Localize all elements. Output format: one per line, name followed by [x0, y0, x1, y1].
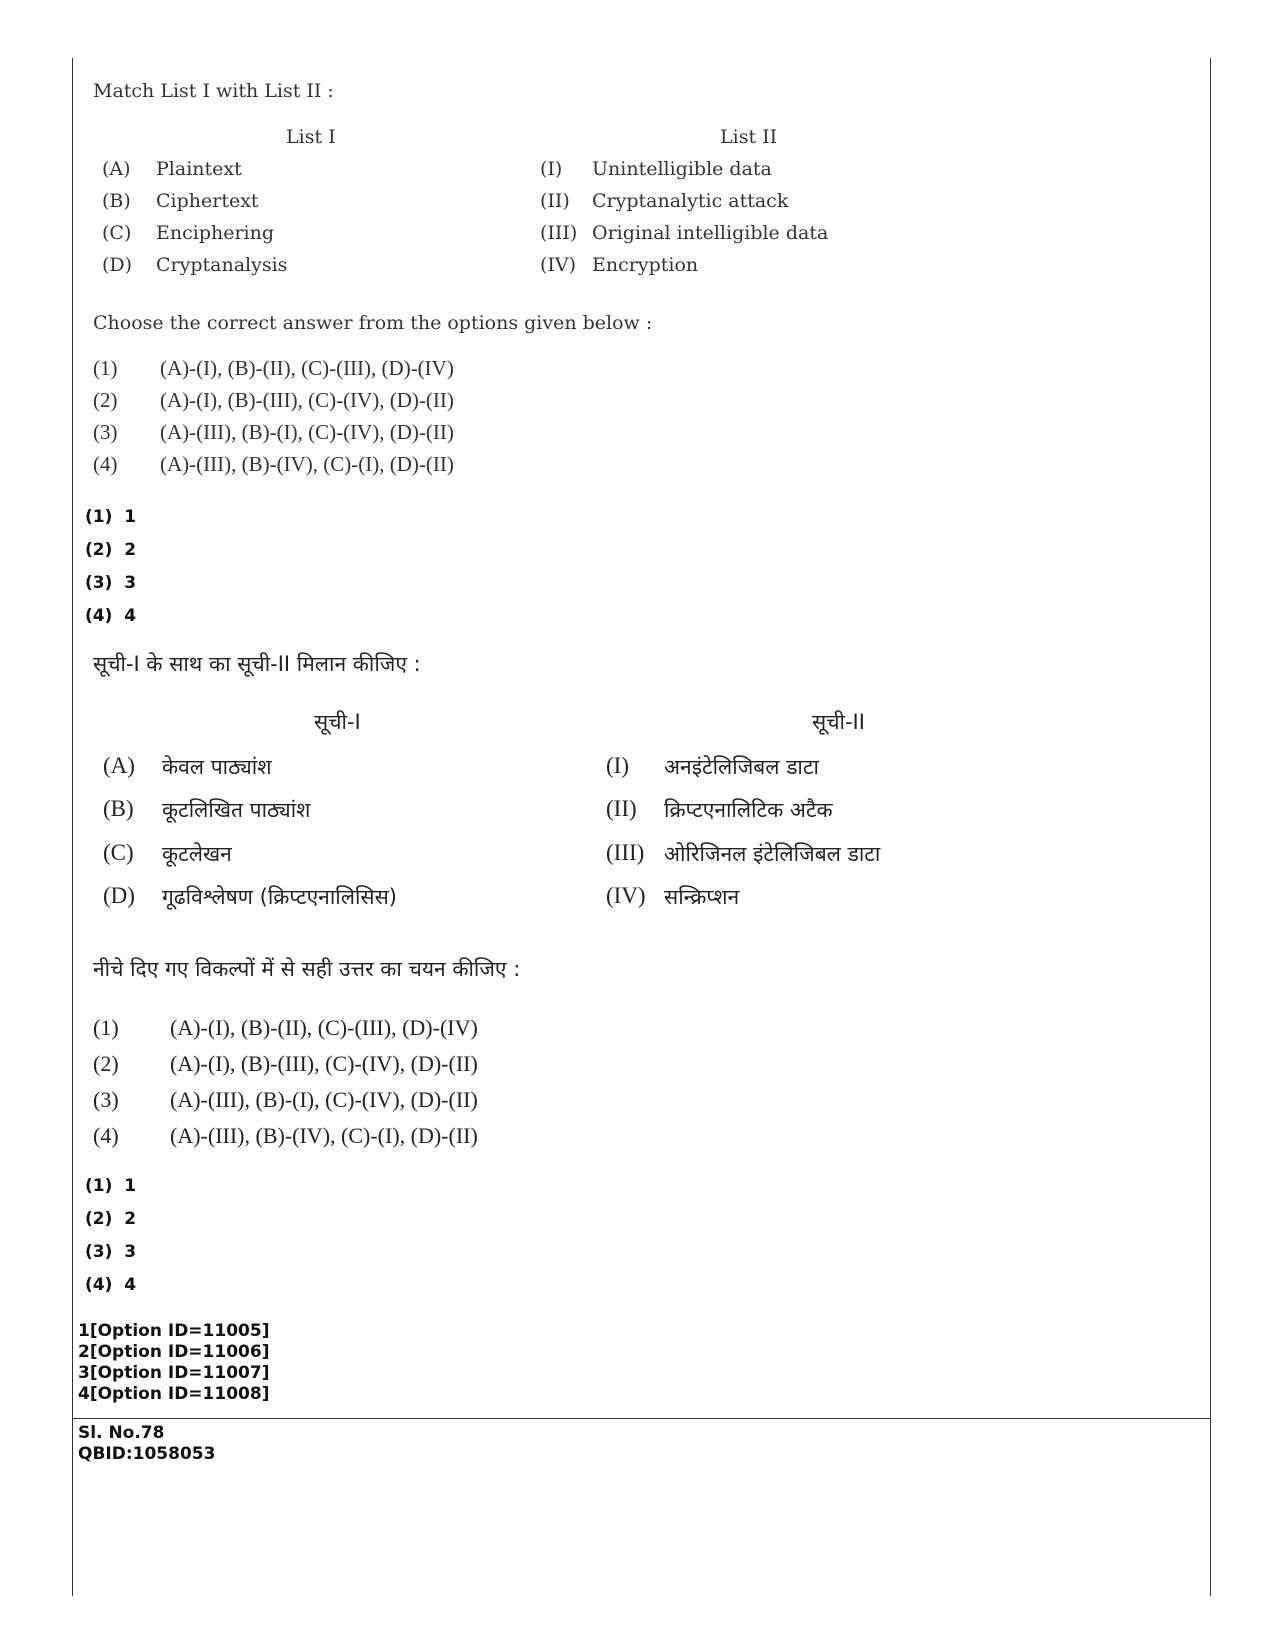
answer-choice-num: (4) [85, 606, 113, 626]
list1-key-c: (C) [102, 222, 132, 244]
answer-choice-2-hi[interactable] [85, 1209, 136, 1229]
option-text-4-hi: (A)-(III), (B)-(IV), (C)-(I), (D)-(II) [170, 1123, 478, 1148]
list1-item-b: Ciphertext [156, 190, 259, 212]
hi-list1-key-c: (C) [103, 840, 134, 865]
hi-list2-item-iii: ओरिजिनल इंटेलिजिबल डाटा [664, 842, 881, 866]
list2-item-ii: Cryptanalytic attack [592, 190, 789, 212]
option-num-4-hi: (4) [93, 1123, 119, 1148]
qbid: QBID:1058053 [78, 1444, 216, 1464]
option-num-2-en: (2) [93, 388, 118, 412]
answer-choice-4-hi[interactable] [85, 1275, 136, 1295]
hi-list1-item-d: गूढविश्लेषण (क्रिप्टएनालिसिस) [162, 885, 397, 909]
hi-list2-key-iv: (IV) [606, 883, 646, 908]
list2-key-iv: (IV) [540, 254, 577, 276]
answer-choice-val: 3 [124, 1242, 137, 1262]
answer-choice-3-hi[interactable] [85, 1242, 136, 1262]
hi-list1-item-a: केवल पाठ्यांश [162, 755, 272, 779]
section-divider [72, 1418, 1211, 1419]
answer-choice-num: (4) [85, 1275, 113, 1295]
option-text-2-en: (A)-(I), (B)-(III), (C)-(IV), (D)-(II) [160, 388, 454, 412]
answer-choice-val: 2 [124, 540, 137, 560]
answer-choice-2[interactable] [85, 540, 136, 560]
option-text-2-hi: (A)-(I), (B)-(III), (C)-(IV), (D)-(II) [170, 1051, 478, 1076]
option-text-3-hi: (A)-(III), (B)-(I), (C)-(IV), (D)-(II) [170, 1087, 478, 1112]
option-text-1-hi: (A)-(I), (B)-(II), (C)-(III), (D)-(IV) [170, 1015, 478, 1040]
list1-key-b: (B) [102, 190, 131, 212]
list2-header-hi: सूची-II [812, 710, 865, 734]
option-id-list [78, 1321, 269, 1405]
list2-key-i: (I) [540, 158, 563, 180]
option-text-4-en: (A)-(III), (B)-(IV), (C)-(I), (D)-(II) [160, 452, 454, 476]
list2-key-ii: (II) [540, 190, 570, 212]
answer-choice-1[interactable] [85, 507, 136, 527]
instruction-hi: सूची-I के साथ का सूची-II मिलान कीजिए : [93, 652, 421, 676]
hi-list2-key-i: (I) [606, 753, 629, 778]
option-num-3-en: (3) [93, 420, 118, 444]
answer-choice-num: (3) [85, 573, 113, 593]
hi-list1-key-a: (A) [103, 753, 135, 778]
list2-item-iii: Original intelligible data [592, 222, 829, 244]
list2-header-en: List II [720, 126, 778, 148]
answer-choice-val: 1 [124, 1176, 137, 1196]
list1-item-d: Cryptanalysis [156, 254, 288, 276]
answer-choice-val: 4 [124, 1275, 137, 1295]
option-id-4: 4[Option ID=11008] [78, 1384, 270, 1404]
option-id-3: 3[Option ID=11007] [78, 1363, 270, 1383]
option-id-2: 2[Option ID=11006] [78, 1342, 270, 1362]
instruction-en: Match List I with List II : [93, 80, 334, 102]
list1-header-en: List I [286, 126, 336, 148]
answer-choice-val: 1 [124, 507, 137, 527]
hi-list2-key-iii: (III) [606, 840, 645, 865]
hi-list1-key-b: (B) [103, 796, 134, 821]
page-border-right [1210, 58, 1211, 1596]
hi-list2-item-iv: सन्क्रिप्शन [664, 885, 740, 909]
option-text-3-en: (A)-(III), (B)-(I), (C)-(IV), (D)-(II) [160, 420, 454, 444]
list1-item-c: Enciphering [156, 222, 275, 244]
option-num-1-en: (1) [93, 356, 118, 380]
answer-choice-4[interactable] [85, 606, 136, 626]
list1-item-a: Plaintext [156, 158, 242, 180]
hi-list1-item-b: कूटलिखित पाठ्यांश [162, 798, 311, 822]
option-num-1-hi: (1) [93, 1015, 119, 1040]
option-text-1-en: (A)-(I), (B)-(II), (C)-(III), (D)-(IV) [160, 356, 454, 380]
list1-key-a: (A) [102, 158, 131, 180]
answer-choice-num: (1) [85, 507, 113, 527]
option-id-1: 1[Option ID=11005] [78, 1321, 270, 1341]
answer-choice-3[interactable] [85, 573, 136, 593]
option-num-2-hi: (2) [93, 1051, 119, 1076]
list2-item-iv: Encryption [592, 254, 699, 276]
answer-choice-val: 2 [124, 1209, 137, 1229]
question-footer [78, 1423, 215, 1465]
list1-key-d: (D) [102, 254, 133, 276]
answer-choice-num: (3) [85, 1242, 113, 1262]
answer-choice-val: 3 [124, 573, 137, 593]
hi-list2-key-ii: (II) [606, 796, 637, 821]
list2-key-iii: (III) [540, 222, 578, 244]
list1-header-hi: सूची-I [314, 710, 361, 734]
answer-choice-1-hi[interactable] [85, 1176, 136, 1196]
option-num-3-hi: (3) [93, 1087, 119, 1112]
serial-number: Sl. No.78 [78, 1423, 165, 1443]
answer-choice-num: (1) [85, 1176, 113, 1196]
choose-instruction-hi: नीचे दिए गए विकल्पों में से सही उत्तर का चयन कीजिए : [93, 957, 521, 981]
hi-list1-item-c: कूटलेखन [162, 842, 232, 866]
answer-choice-num: (2) [85, 1209, 113, 1229]
hi-list1-key-d: (D) [103, 883, 135, 908]
list2-item-i: Unintelligible data [592, 158, 772, 180]
answer-choice-num: (2) [85, 540, 113, 560]
page-border-left [72, 58, 73, 1596]
answer-choice-val: 4 [124, 606, 137, 626]
hi-list2-item-i: अनइंटेलिजिबल डाटा [664, 755, 819, 779]
choose-instruction-en: Choose the correct answer from the options given below : [93, 312, 653, 334]
hi-list2-item-ii: क्रिप्टएनालिटिक अटैक [664, 798, 833, 822]
option-num-4-en: (4) [93, 452, 118, 476]
